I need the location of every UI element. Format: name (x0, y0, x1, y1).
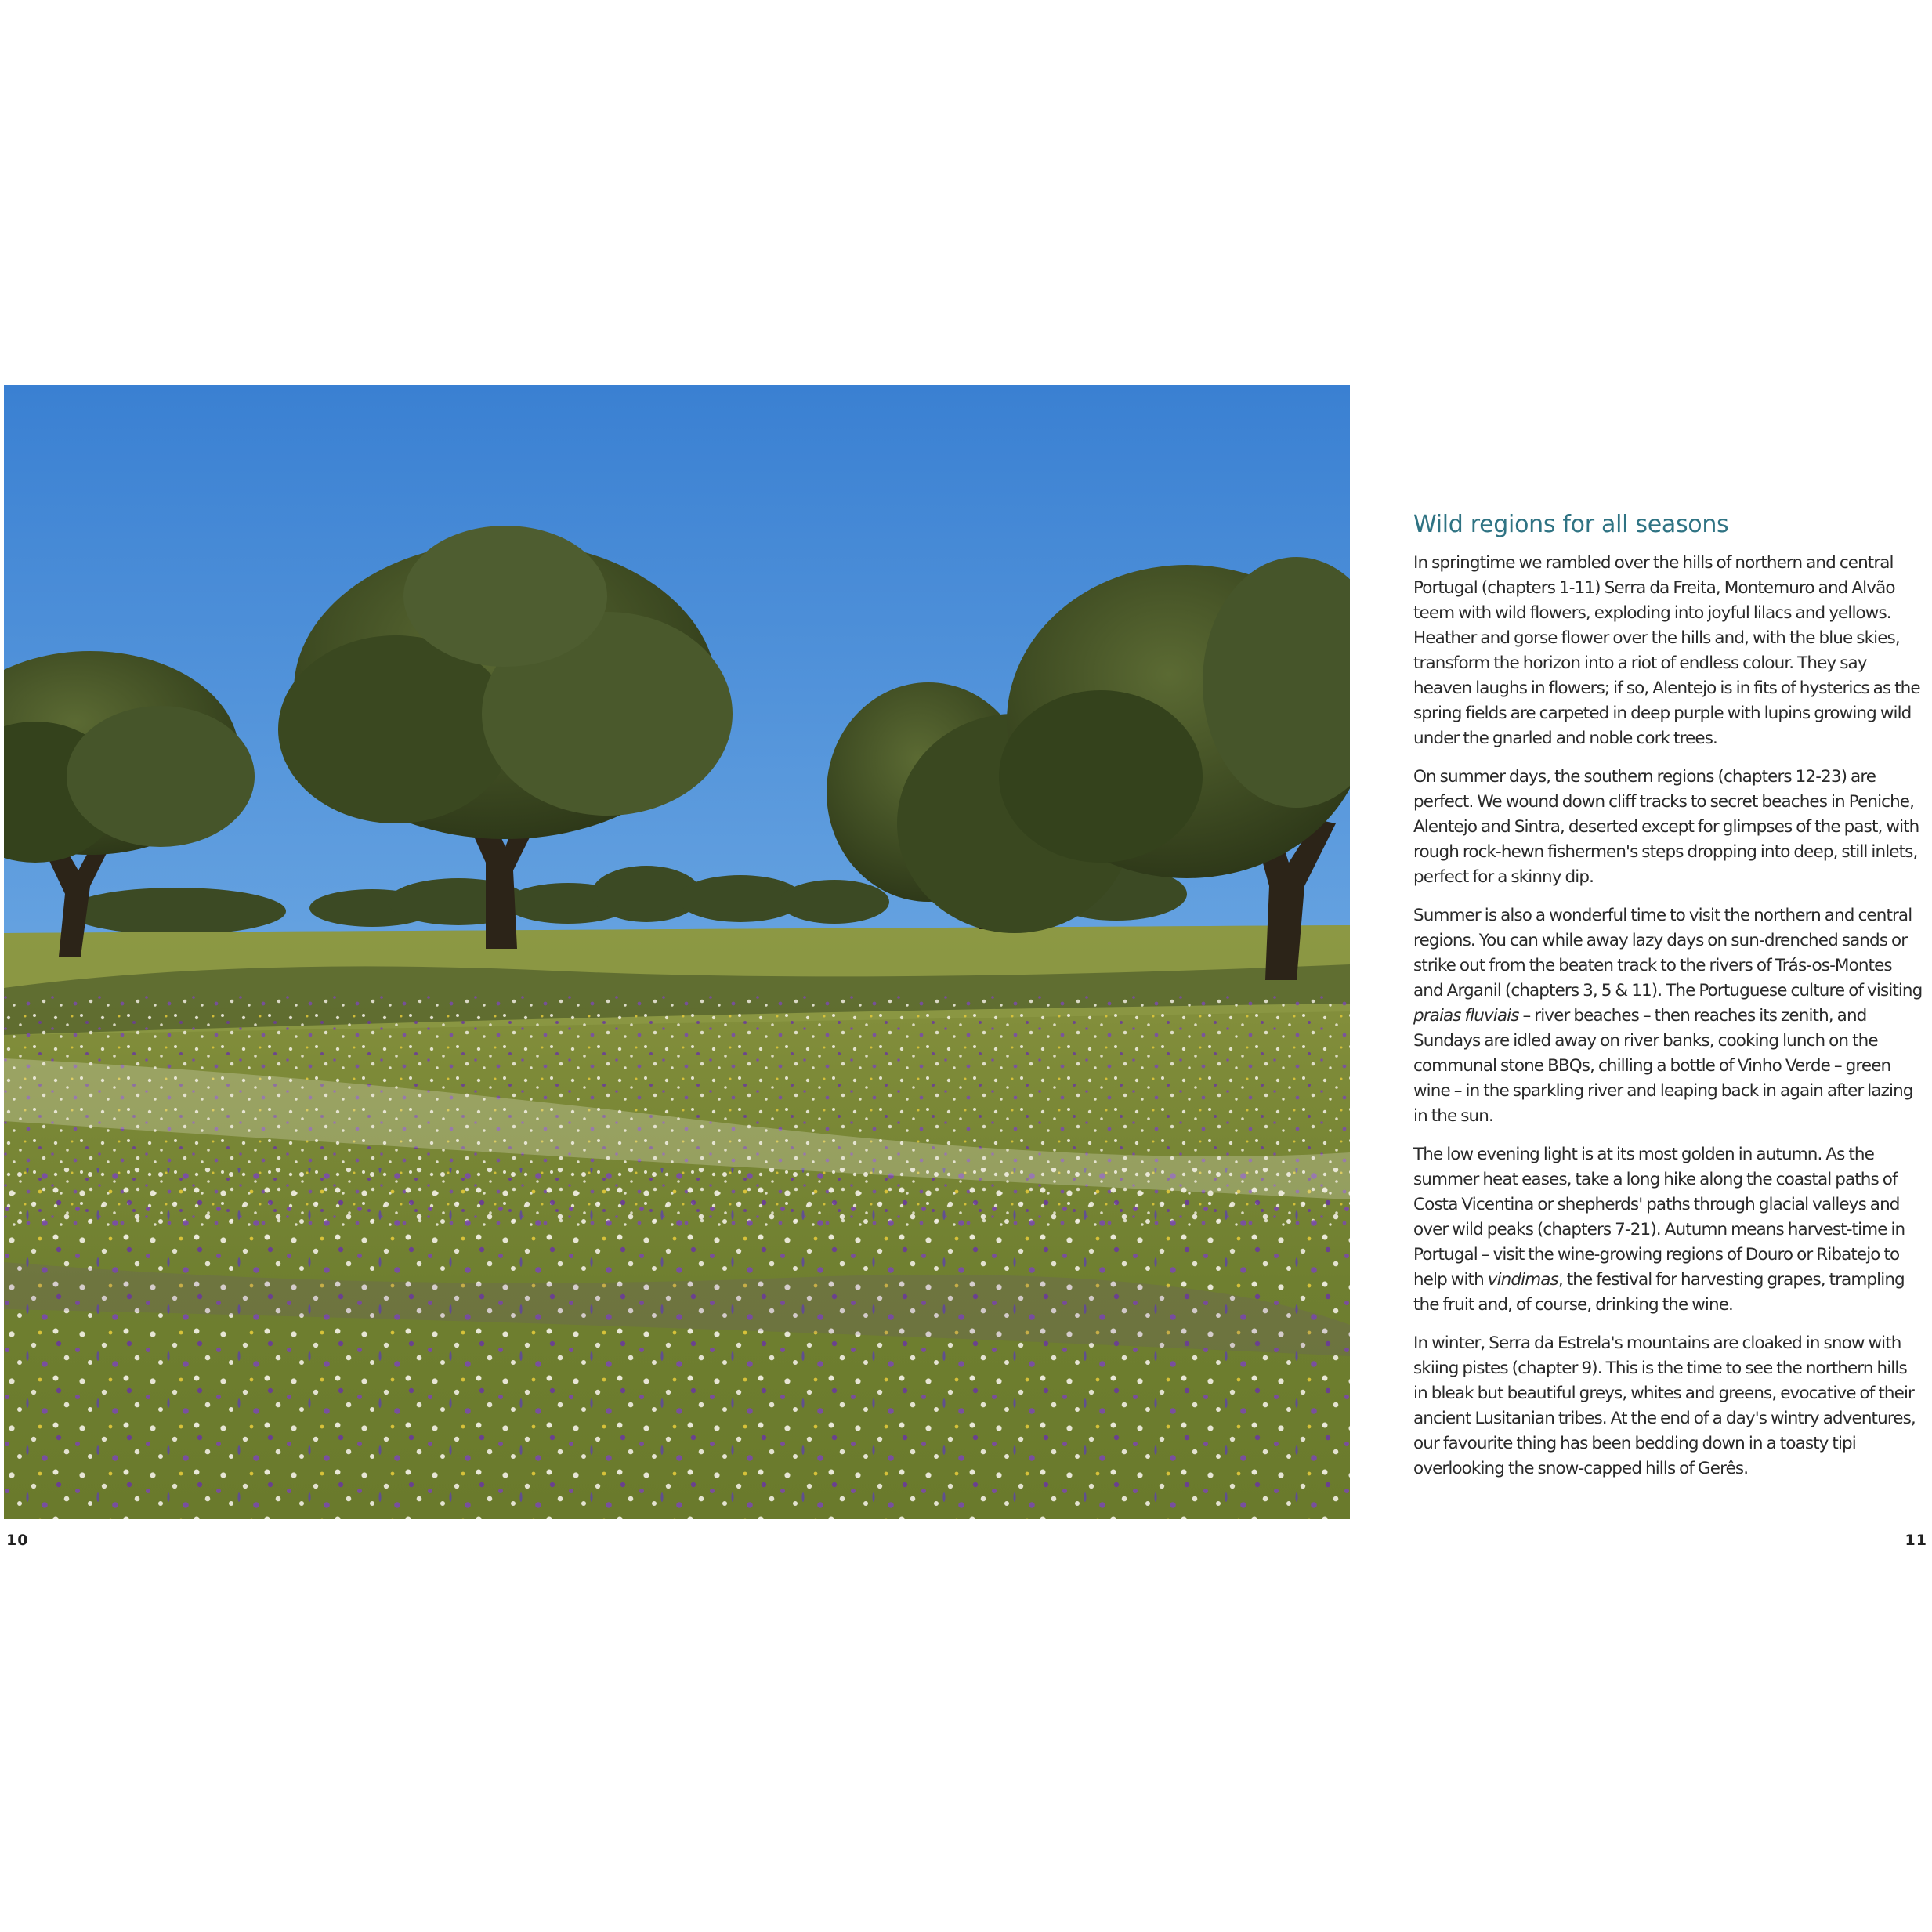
paragraph-autumn-part1: The low evening light is at its most golden in autumn. As the summer heat eases, take a long hike along the coastal paths of Costa Vicentina or shepherds' paths through glacial valleys and over wild peaks (chapters 7-21). Autumn means harvest-time in Portugal – visit the wine-growing regions of Douro or Ribatejo to help with (1413, 1145, 1905, 1290)
paragraph-autumn (1413, 1142, 1924, 1318)
landscape-illustration (4, 385, 1350, 1519)
paragraph-summer-north (1413, 903, 1924, 1129)
paragraph-summer-north-emphasis: praias fluviais (1413, 1006, 1519, 1026)
paragraph-summer-north-part1: Summer is also a wonderful time to visit the northern and central regions. You can while away lazy days on sun-drenched sands or strike out from the beaten track to the rivers of Trás-os-Montes and Arganil (chapters 3, 5 & 11). The Portuguese culture of visiting (1413, 906, 1923, 1000)
paragraph-autumn-part2: , the festival for harvesting grapes, trampling the fruit and, of course, drinking the wine. (1413, 1270, 1905, 1315)
paragraph-spring: In springtime we rambled over the hills of northern and central Portugal (chapters 1-11) Serra da Freita, Montemuro and Alvão teem with wild flowers, exploding into joyful lilacs and yellows. Heather and gorse flower over the hills and, with the blue skies, transform the horizon into a riot of endless colour. They say heaven laughs in flowers; if so, Alentejo is in fits of hysterics as the spring fields are carpeted in deep purple with lupins growing wild under the gnarled and noble cork trees. (1413, 553, 1920, 748)
page-number-right: 11 (1905, 1532, 1927, 1549)
paragraph-summer-north-part2: – river beaches – then reaches its zenith, and Sundays are idled away on river banks, cooking lunch on the communal stone BBQs, chilling a bottle of Vinho Verde – green wine – in the sparkling river and leaping back in again after lazing in the sun. (1413, 1006, 1913, 1126)
paragraph-autumn-emphasis: vindimas (1487, 1270, 1558, 1290)
paragraph-winter: In winter, Serra da Estrela's mountains are cloaked in snow with skiing pistes (chapter 9). This is the time to see the northern hills in bleak but beautiful greys, whites and greens, evocative of their ancient Lusitanian tribes. At the end of a day's wintry adventures, our favourite thing has been bedding down in a toasty tipi overlooking the snow-capped hills of Gerês. (1413, 1333, 1916, 1478)
landscape-photo (4, 385, 1350, 1519)
page-number-left: 10 (6, 1532, 29, 1549)
article-column (1413, 509, 1924, 1495)
section-heading: Wild regions for all seasons (1413, 511, 1729, 538)
paragraph-summer-south: On summer days, the southern regions (chapters 12-23) are perfect. We wound down cliff tracks to secret beaches in Peniche, Alentejo and Sintra, deserted except for glimpses of the past, with rough rock-hewn fishermen's steps dropping into deep, still inlets, perfect for a skinny dip. (1413, 767, 1919, 887)
